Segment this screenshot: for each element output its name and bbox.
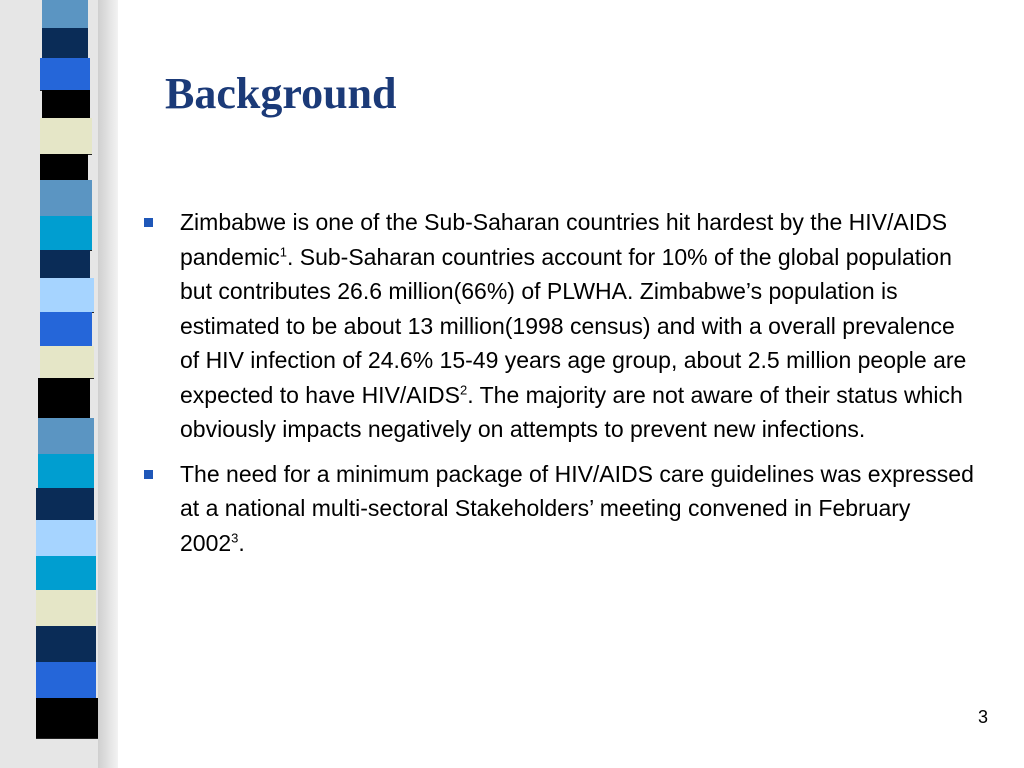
bullet-item bbox=[140, 457, 980, 561]
slide-title: Background bbox=[165, 69, 397, 118]
strip-block bbox=[36, 556, 96, 591]
bullet-text: The need for a minimum package of HIV/AIDS care guidelines was expressed at a national multi-sectoral Stakeholders’ meeting convened in February 2002$^3$. bbox=[180, 460, 974, 556]
strip-block bbox=[40, 180, 92, 217]
strip-block bbox=[38, 418, 94, 455]
strip-block bbox=[38, 454, 94, 489]
strip-block bbox=[38, 378, 90, 419]
decorative-color-strip bbox=[0, 0, 118, 768]
strip-block bbox=[36, 488, 94, 521]
strip-block bbox=[40, 58, 90, 91]
square-bullet-icon bbox=[144, 218, 153, 227]
strip-block bbox=[40, 154, 88, 181]
strip-block bbox=[40, 118, 92, 155]
strip-block bbox=[36, 590, 96, 627]
strip-block bbox=[40, 312, 92, 347]
strip-block bbox=[36, 662, 96, 699]
bullet-list bbox=[140, 205, 980, 570]
superscript: 2 bbox=[460, 381, 468, 397]
square-bullet-icon bbox=[144, 470, 153, 479]
strip-block bbox=[40, 278, 94, 313]
strip-block bbox=[42, 28, 88, 59]
strip-block bbox=[42, 90, 90, 119]
bullet-text: Zimbabwe is one of the Sub-Saharan countries hit hardest by the HIV/AIDS pandemic$^1$. Sub-Saharan countries account for 10% of the global population but contributes 26.6 million(66%) of PLWHA. Zimbabwe’s population is estimated to be about 13 million(1998 census) and with a overall prevalence of HIV infection of 24.6% 15-49 years age group, about 2.5 million people are expected to have HIV/AIDS$^2$. The majority are not aware of their status which obviously impacts negatively on attempts to prevent new infections. bbox=[180, 209, 967, 442]
strip-block bbox=[40, 250, 90, 279]
superscript: 1 bbox=[279, 243, 287, 259]
superscript: 3 bbox=[231, 529, 239, 545]
strip-block bbox=[36, 626, 96, 663]
strip-block bbox=[40, 346, 94, 379]
strip-block bbox=[40, 216, 92, 251]
page-number: 3 bbox=[977, 707, 988, 727]
strip-block bbox=[36, 698, 98, 739]
strip-block bbox=[36, 520, 96, 557]
strip-block bbox=[42, 0, 88, 29]
bullet-item bbox=[140, 205, 980, 447]
strip-shadow bbox=[98, 0, 118, 768]
